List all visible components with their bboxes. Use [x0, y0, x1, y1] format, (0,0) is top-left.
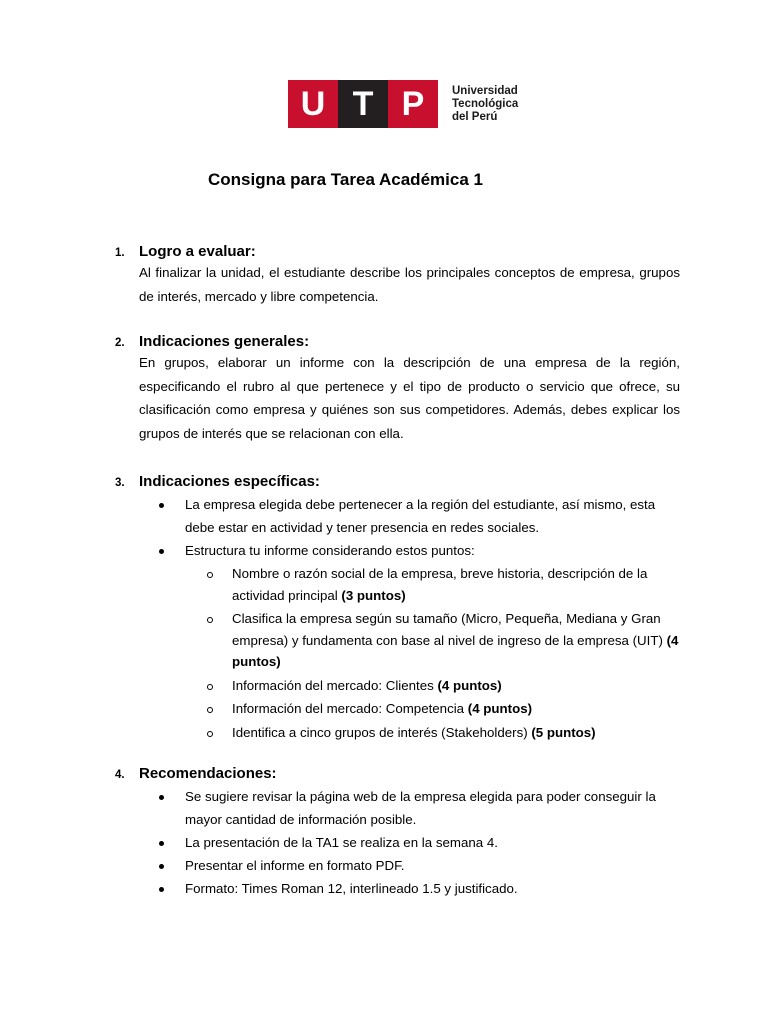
sub-item-points: (4 puntos): [232, 632, 679, 669]
logo-letter-t: T: [338, 80, 388, 128]
section-number: 2.: [115, 337, 125, 349]
circle-bullet-icon: [207, 707, 213, 713]
sub-item-text: Información del mercado: Clientes: [232, 677, 438, 693]
sub-list: [185, 563, 680, 743]
section-paragraph: En grupos, elaborar un informe con la descripción de una empresa de la región, especificando el rubro al que pertenece y el tipo de producto o servicio que ofrece, su clasificación como empresa y quiénes son sus competidores. Además, debes explicar los grupos de interés que se relacionan con ella.: [139, 355, 680, 441]
document-title: Consigna para Tarea Académica 1: [208, 170, 483, 189]
circle-bullet-icon: [207, 731, 213, 737]
logo-line-2: Tecnológica: [452, 97, 519, 110]
list-item-text: La empresa elegida debe pertenecer a la región del estudiante, así mismo, esta debe estar en actividad y tener presencia en redes sociales.: [185, 497, 656, 535]
section-paragraph: Al finalizar la unidad, el estudiante describe los principales conceptos de empresa, grupos de interés, mercado y libre competencia.: [139, 265, 680, 304]
sub-item-text: Nombre o razón social de la empresa, breve historia, descripción de la actividad principal: [232, 566, 648, 603]
section-number: 1.: [115, 247, 125, 259]
bullet-icon: [159, 887, 164, 892]
sub-item-points: (4 puntos): [467, 701, 533, 716]
bullet-list: [139, 785, 680, 900]
bullet-icon: [159, 864, 164, 869]
bullet-icon: [159, 549, 164, 554]
bullet-icon: [159, 841, 164, 846]
bullet-icon: [159, 503, 164, 508]
logo-wordmark: [452, 85, 518, 124]
section-heading: Indicaciones específicas:: [139, 473, 320, 490]
sub-item-text: Clasifica la empresa según su tamaño (Micro, Pequeña, Mediana y Gran empresa) y fundamenta con base al nivel de ingreso de la empresa (UIT): [232, 611, 667, 648]
list-item: [139, 785, 680, 831]
section-recomendaciones: [115, 765, 680, 900]
circle-bullet-icon: [207, 617, 213, 623]
list-item-text: Presentar el informe en formato PDF.: [185, 858, 405, 873]
section-heading: Indicaciones generales:: [139, 333, 310, 350]
sub-list-item: [185, 608, 680, 673]
bullet-list: [139, 493, 680, 743]
list-item-text: Formato: Times Roman 12, interlineado 1.5 y justificado.: [185, 881, 518, 896]
section-number: 3.: [115, 477, 125, 489]
sub-list-item: [185, 675, 680, 697]
logo-letter-u: U: [288, 80, 338, 128]
circle-bullet-icon: [207, 572, 213, 578]
list-item: [139, 877, 680, 900]
sub-item-points: (3 puntos): [341, 587, 406, 603]
circle-bullet-icon: [207, 684, 213, 690]
logo-letter-p: P: [388, 80, 438, 128]
list-item: [139, 831, 680, 854]
list-item: [139, 493, 680, 539]
sub-item-points: (5 puntos): [531, 724, 596, 740]
section-indicaciones-generales: [115, 333, 680, 445]
section-heading: Recomendaciones:: [139, 765, 277, 782]
logo-line-3: del Perú: [452, 110, 498, 123]
sub-item-text: Información del mercado: Competencia: [232, 701, 468, 716]
section-logro: [115, 243, 680, 308]
utp-logo: [288, 80, 518, 128]
list-item-text: La presentación de la TA1 se realiza en la semana 4.: [185, 835, 498, 850]
list-item: [139, 539, 680, 743]
section-indicaciones-especificas: [115, 473, 680, 745]
bullet-icon: [159, 795, 164, 800]
sub-item-points: (4 puntos): [437, 677, 502, 693]
list-item-text: Se sugiere revisar la página web de la empresa elegida para poder conseguir la mayor cantidad de información posible.: [185, 789, 656, 827]
logo-line-1: Universidad: [452, 84, 518, 97]
sub-list-item: [185, 698, 680, 720]
sub-item-text: Identifica a cinco grupos de interés (Stakeholders): [232, 724, 532, 740]
section-number: 4.: [115, 769, 125, 781]
list-item: [139, 854, 680, 877]
sub-list-item: [185, 722, 680, 744]
sub-list-item: [185, 563, 680, 606]
section-heading: Logro a evaluar:: [139, 243, 256, 260]
list-item-text: Estructura tu informe considerando estos puntos:: [185, 543, 475, 558]
